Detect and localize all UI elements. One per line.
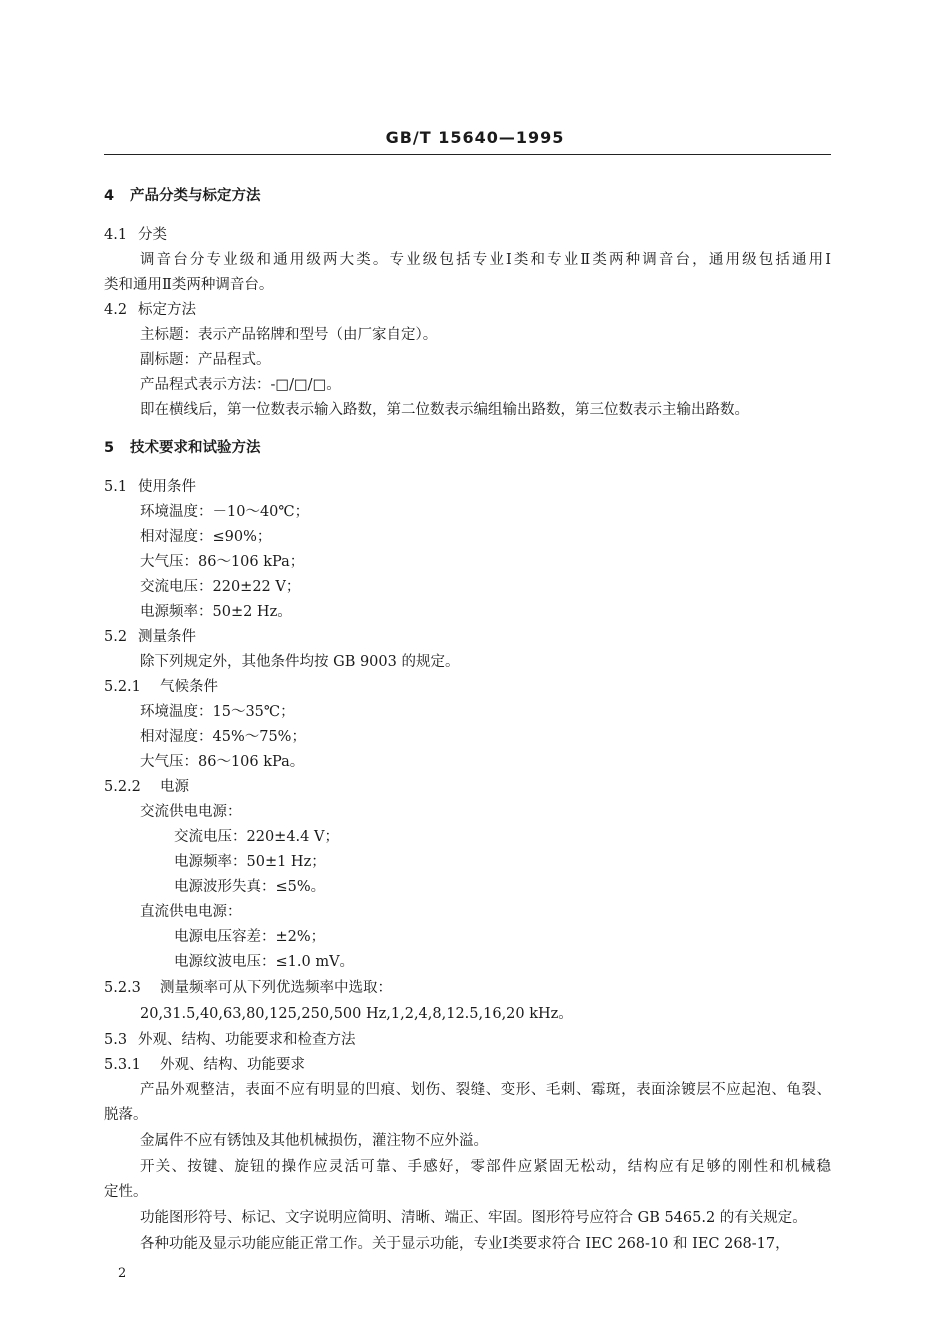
paragraph-line: 电源频率：50±2 Hz。 (140, 604, 292, 620)
clause-4-1-heading (104, 225, 167, 245)
paragraph-line: 大气压：86～106 kPa； (140, 554, 305, 570)
header-rule (104, 154, 831, 155)
paragraph-line: 功能图形符号、标记、文字说明应简明、清晰、端正、牢固。图形符号应符合 GB 5465.2 的有关规定。 (140, 1210, 807, 1226)
section-number: 4 (104, 188, 115, 204)
paragraph-line: 脱落。 (104, 1107, 148, 1123)
clause-title: 测量条件 (138, 629, 196, 645)
section-number: 5 (104, 440, 115, 456)
paragraph-text: 调音台分专业级和通用级两大类。专业级包括专业Ⅰ类和专业Ⅱ类两种调音台，通用级包括通用Ⅰ (140, 252, 831, 268)
clause-number: 5.2.1 (104, 679, 141, 695)
clause-title: 分类 (138, 227, 167, 243)
clause-5-2-2-heading (104, 777, 189, 797)
document-header: GB/T 15640—1995 (385, 128, 565, 147)
clause-number: 5.3.1 (104, 1057, 141, 1073)
paragraph-line: 电源纹波电压：≤1.0 mV。 (174, 954, 355, 970)
clause-5-2-1-heading (104, 677, 218, 697)
paragraph-line (104, 1157, 831, 1177)
clause-number: 5.2 (104, 629, 128, 645)
paragraph-line: 各种功能及显示功能应能正常工作。关于显示功能，专业Ⅰ类要求符合 IEC 268-10 和 IEC 268-17， (140, 1236, 790, 1252)
paragraph-line: 电源频率：50±1 Hz； (174, 854, 326, 870)
clause-title: 标定方法 (138, 302, 196, 318)
paragraph-line: 相对湿度：≤90%； (140, 529, 272, 545)
paragraph-line: 即在横线后，第一位数表示输入路数，第二位数表示编组输出路数，第三位数表示主输出路数。 (140, 402, 749, 418)
paragraph-line: 主标题：表示产品铭牌和型号（由厂家自定）。 (140, 327, 438, 343)
paragraph-line: 相对湿度：45%～75%； (140, 729, 306, 745)
paragraph-line: 大气压：86～106 kPa。 (140, 754, 305, 770)
paragraph-line: 直流供电电源： (140, 904, 242, 920)
paragraph-line: 环境温度：15～35℃； (140, 704, 295, 720)
paragraph-line: 产品程式表示方法：-□/□/□。 (140, 377, 341, 393)
clause-5-3-heading (104, 1030, 356, 1050)
section-title: 产品分类与标定方法 (130, 188, 261, 204)
paragraph-line: 除下列规定外，其他条件均按 GB 9003 的规定。 (140, 654, 460, 670)
clause-number: 4.2 (104, 302, 128, 318)
clause-title: 气候条件 (160, 679, 218, 695)
paragraph-text: 开关、按键、旋钮的操作应灵活可靠、手感好，零部件应紧固无松动，结构应有足够的刚性和机械稳 (140, 1159, 831, 1175)
clause-5-2-3-heading (104, 978, 392, 998)
clause-5-1-heading (104, 477, 196, 497)
section-4-heading (104, 186, 261, 206)
paragraph-line: 交流电压：220±4.4 V； (174, 829, 339, 845)
paragraph-line: 交流供电电源： (140, 804, 242, 820)
paragraph-line: 电源电压容差：±2%； (174, 929, 326, 945)
paragraph-line: 金属件不应有锈蚀及其他机械损伤，灌注物不应外溢。 (140, 1133, 488, 1149)
clause-5-3-1-heading (104, 1055, 305, 1075)
clause-number: 4.1 (104, 227, 128, 243)
clause-number: 5.3 (104, 1032, 128, 1048)
clause-title: 电源 (160, 779, 189, 795)
section-title: 技术要求和试验方法 (130, 440, 261, 456)
clause-number: 5.1 (104, 479, 128, 495)
clause-number: 5.2.2 (104, 779, 141, 795)
clause-title: 外观、结构、功能要求和检查方法 (138, 1032, 356, 1048)
paragraph-line: 20,31.5,40,63,80,125,250,500 Hz,1,2,4,8,12.5,16,20 kHz。 (140, 1006, 573, 1022)
paragraph-line: 电源波形失真：≤5%。 (174, 879, 326, 895)
section-5-heading (104, 438, 261, 458)
paragraph-text: 产品外观整洁，表面不应有明显的凹痕、划伤、裂缝、变形、毛刺、霉斑，表面涂镀层不应起泡、龟裂、 (140, 1082, 831, 1098)
clause-title: 测量频率可从下列优选频率中选取： (160, 980, 392, 996)
paragraph-line (104, 1080, 831, 1100)
paragraph-line (104, 250, 831, 270)
clause-title: 使用条件 (138, 479, 196, 495)
clause-title: 外观、结构、功能要求 (160, 1057, 305, 1073)
paragraph-line: 环境温度：－10～40℃； (140, 504, 310, 520)
clause-4-2-heading (104, 300, 196, 320)
paragraph-line: 定性。 (104, 1184, 148, 1200)
paragraph-line: 交流电压：220±22 V； (140, 579, 301, 595)
clause-number: 5.2.3 (104, 980, 141, 996)
paragraph-line: 副标题：产品程式。 (140, 352, 271, 368)
clause-5-2-heading (104, 627, 196, 647)
page-number: 2 (118, 1266, 127, 1281)
paragraph-line: 类和通用Ⅱ类两种调音台。 (104, 277, 274, 293)
